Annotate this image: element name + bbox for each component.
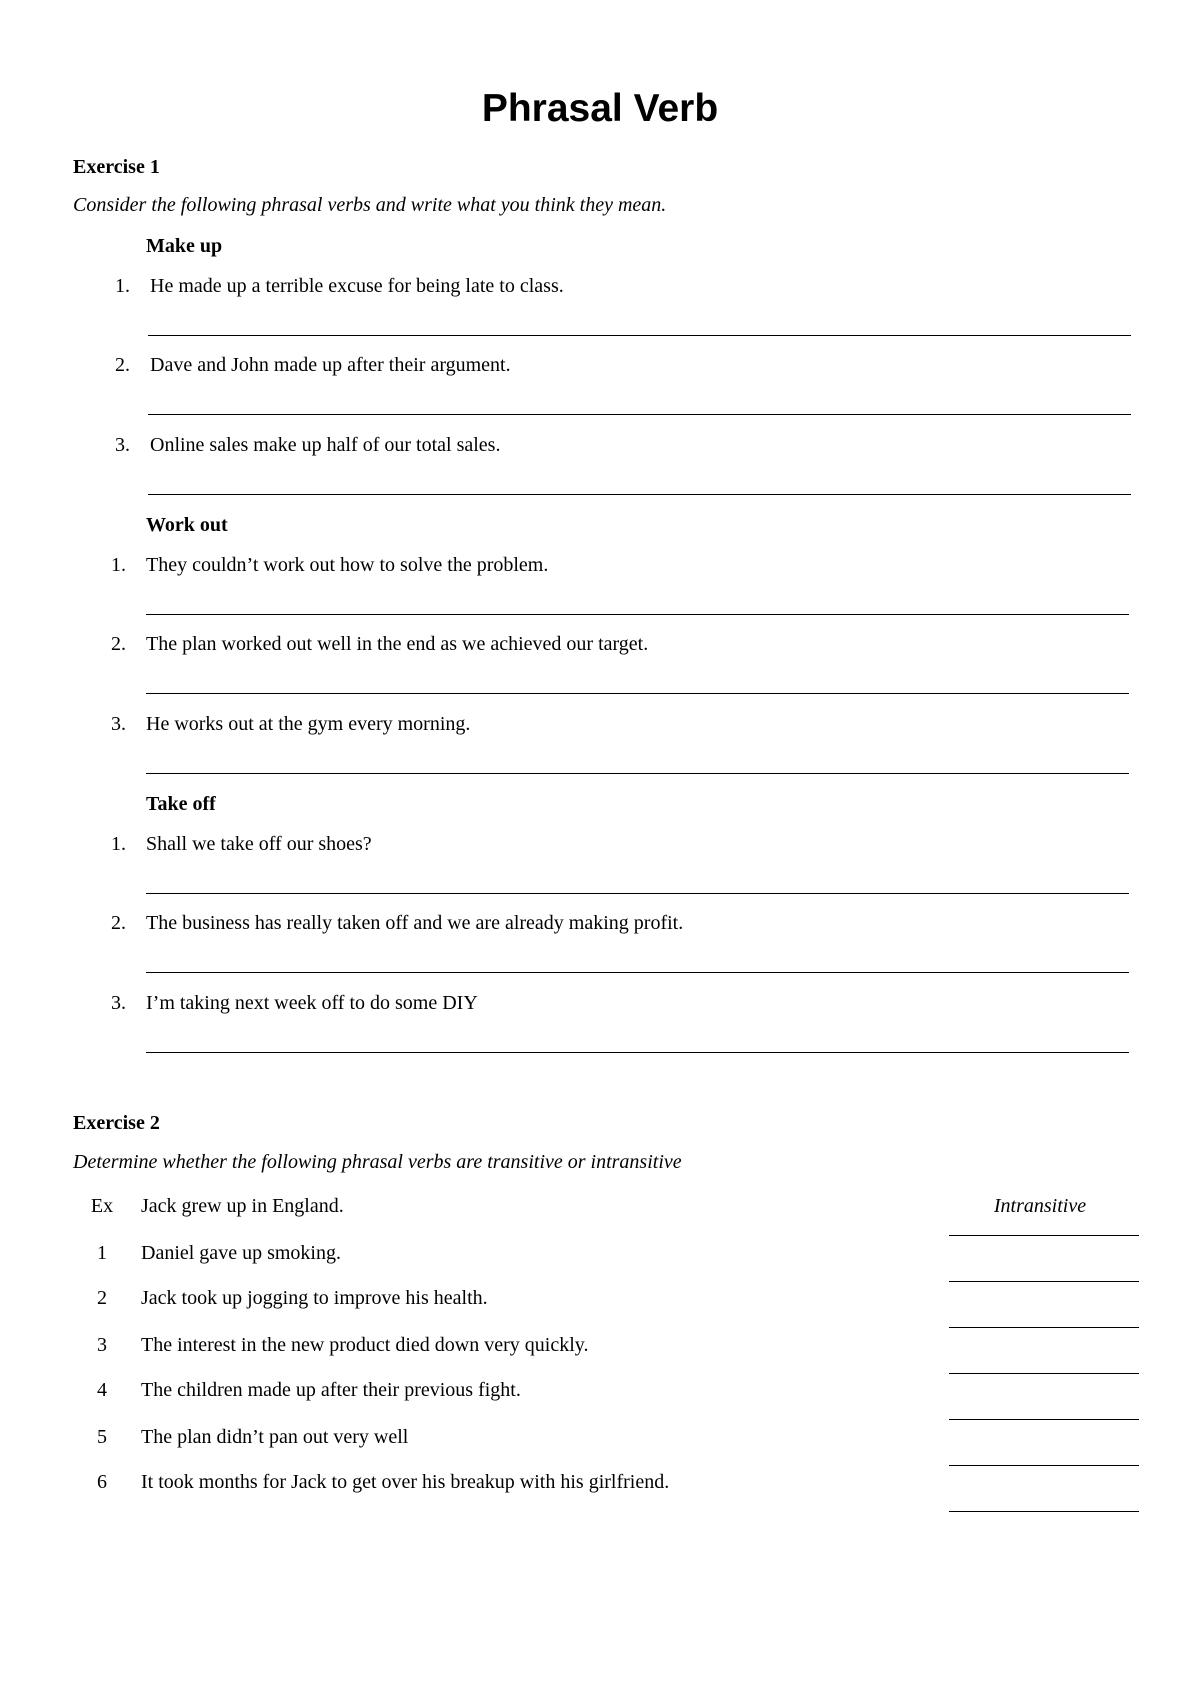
row-sentence: Daniel gave up smoking. — [141, 1242, 341, 1264]
exercise-1-heading: Exercise 1 — [73, 156, 160, 178]
answer-line[interactable] — [949, 1281, 1139, 1282]
answer-line[interactable] — [146, 693, 1129, 694]
item-sentence: Online sales make up half of our total sales. — [150, 434, 501, 456]
row-number: Ex — [90, 1195, 114, 1217]
row-sentence: The interest in the new product died down very quickly. — [141, 1334, 589, 1356]
item-number: 2. — [111, 912, 126, 934]
row-number: 3 — [97, 1334, 107, 1356]
row-sentence: Jack grew up in England. — [141, 1195, 344, 1217]
answer-line[interactable] — [148, 335, 1131, 336]
row-sentence: The plan didn’t pan out very well — [141, 1426, 409, 1448]
item-sentence: I’m taking next week off to do some DIY — [146, 992, 478, 1014]
item-sentence: He works out at the gym every morning. — [146, 713, 471, 735]
row-sentence: The children made up after their previous fight. — [141, 1379, 521, 1401]
item-sentence: The plan worked out well in the end as we achieved our target. — [146, 633, 649, 655]
exercise-1-instruction: Consider the following phrasal verbs and write what you think they mean. — [73, 194, 667, 216]
row-number: 1 — [97, 1242, 107, 1264]
item-number: 3. — [115, 434, 130, 456]
exercise-2-instruction: Determine whether the following phrasal verbs are transitive or intransitive — [73, 1151, 682, 1173]
item-sentence: Dave and John made up after their argument. — [150, 354, 511, 376]
item-number: 1. — [115, 275, 130, 297]
exercise-2-heading: Exercise 2 — [73, 1112, 160, 1134]
item-number: 2. — [115, 354, 130, 376]
item-number: 3. — [111, 992, 126, 1014]
item-number: 3. — [111, 713, 126, 735]
answer-line[interactable] — [949, 1465, 1139, 1466]
row-number: 4 — [97, 1379, 107, 1401]
answer-line[interactable] — [949, 1327, 1139, 1328]
answer-line[interactable] — [146, 1052, 1129, 1053]
answer-line[interactable] — [949, 1419, 1139, 1420]
item-number: 1. — [111, 554, 126, 576]
page-title: Phrasal Verb — [481, 87, 719, 130]
row-answer: Intransitive — [993, 1195, 1087, 1217]
answer-line[interactable] — [949, 1511, 1139, 1512]
answer-line[interactable] — [949, 1373, 1139, 1374]
group-verb-take-off: Take off — [146, 793, 216, 815]
row-number: 6 — [97, 1471, 107, 1493]
row-number: 5 — [97, 1426, 107, 1448]
item-sentence: The business has really taken off and we are already making profit. — [146, 912, 684, 934]
item-number: 1. — [111, 833, 126, 855]
row-sentence: It took months for Jack to get over his breakup with his girlfriend. — [141, 1471, 670, 1493]
group-verb-make-up: Make up — [146, 235, 223, 257]
row-sentence: Jack took up jogging to improve his health. — [141, 1287, 488, 1309]
answer-line[interactable] — [146, 614, 1129, 615]
group-verb-work-out: Work out — [146, 514, 228, 536]
answer-line[interactable] — [148, 414, 1131, 415]
answer-line[interactable] — [949, 1235, 1139, 1236]
answer-line[interactable] — [148, 494, 1131, 495]
answer-line[interactable] — [146, 893, 1129, 894]
item-sentence: They couldn’t work out how to solve the problem. — [146, 554, 549, 576]
item-sentence: Shall we take off our shoes? — [146, 833, 372, 855]
item-number: 2. — [111, 633, 126, 655]
answer-line[interactable] — [146, 773, 1129, 774]
answer-line[interactable] — [146, 972, 1129, 973]
row-number: 2 — [97, 1287, 107, 1309]
item-sentence: He made up a terrible excuse for being late to class. — [150, 275, 564, 297]
